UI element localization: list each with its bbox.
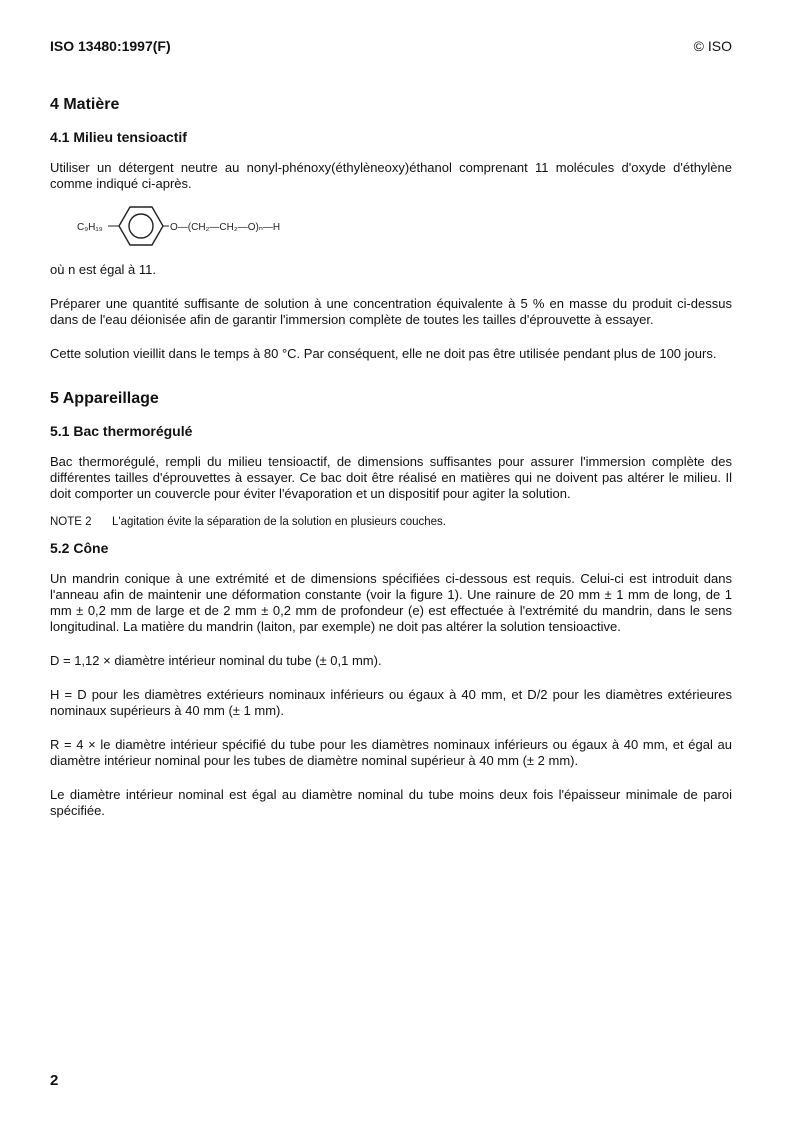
benzene-ring-circle — [129, 214, 153, 238]
page-number: 2 — [50, 1072, 59, 1089]
page-body — [50, 96, 732, 837]
note-label: NOTE 2 — [50, 516, 92, 528]
formula-right-group: O—(CH₂—CH₂—O)ₙ—H — [170, 222, 281, 233]
paragraph-solution-aging: Cette solution vieillit dans le temps à 80 °C. Par conséquent, elle ne doit pas être utilisée pendant plus de 100 jours. — [50, 346, 717, 361]
paragraph-h-definition: H = D pour les diamètres extérieurs nominaux inférieurs ou égaux à 40 mm, et D/2 pour les diamètres extérieures nominaux supérieurs à 40 mm (± 1 mm). — [50, 687, 732, 718]
copyright-mark: © ISO — [693, 38, 732, 54]
section-4-heading: 4 Matière — [50, 96, 120, 113]
paragraph-mandrel: Un mandrin conique à une extrémité et de dimensions spécifiées ci-dessous est requis. Celui-ci est introduit dans l'anneau afin de maintenir une déformation constante (voir la figure 1). Une rainure de 20 mm ± 1 mm de long, de 1 mm ± 0,2 mm de large et de 2 mm ± 0,2 mm de profondeur (e) est effectuée à l'extrémité du mandrin, dans le sens longitudinal. La matière du mandrin (laiton, par exemple) ne doit pas altérer la solution tensioactive. — [50, 571, 732, 634]
note-2 — [50, 516, 732, 528]
paragraph-d-definition: D = 1,12 × diamètre intérieur nominal du tube (± 0,1 mm). — [50, 653, 382, 668]
section-5-heading: 5 Appareillage — [50, 390, 159, 407]
paragraph-nominal-diameter: Le diamètre intérieur nominal est égal au diamètre nominal du tube moins deux fois l'épaisseur minimale de paroi spécifiée. — [50, 787, 732, 818]
standard-reference: ISO 13480:1997(F) — [50, 38, 171, 54]
chemical-structure-diagram — [75, 204, 335, 248]
chemical-formula — [75, 204, 732, 248]
note-text: L'agitation évite la séparation de la solution en plusieurs couches. — [112, 516, 446, 528]
paragraph-solution-preparation: Préparer une quantité suffisante de solution à une concentration équivalente à 5 % en masse du produit ci-dessus dans de l'eau déionisée afin de garantir l'immersion complète de toutes les tailles d'éprouvette à essayer. — [50, 296, 732, 327]
formula-left-group: C₉H₁₉ — [77, 222, 103, 233]
paragraph-detergent: Utiliser un détergent neutre au nonyl-phénoxy(éthylèneoxy)éthanol comprenant 11 molécules d'oxyde d'éthylène comme indiqué ci-après. — [50, 160, 732, 191]
paragraph-thermo-bath: Bac thermorégulé, rempli du milieu tensioactif, de dimensions suffisantes pour assurer l'immersion complète des différentes tailles d'éprouvettes à essayer. Ce bac doit être réalisé en matières qui ne doivent pas altérer le milieu. Il doit comporter un couvercle pour éviter l'évaporation et un dispositif pour agiter la solution. — [50, 454, 732, 501]
section-5-2-heading: 5.2 Cône — [50, 540, 109, 556]
paragraph-r-definition: R = 4 × le diamètre intérieur spécifié du tube pour les diamètres nominaux inférieurs ou égaux à 40 mm, et égal au diamètre intérieur nominal pour les tubes de diamètre nominal supérieur à 40 mm (± 2 mm). — [50, 737, 732, 768]
paragraph-n-value: où n est égal à 11. — [50, 262, 157, 277]
benzene-ring-hexagon — [119, 207, 163, 245]
section-4-1-heading: 4.1 Milieu tensioactif — [50, 129, 187, 145]
section-5-1-heading: 5.1 Bac thermorégulé — [50, 423, 193, 439]
